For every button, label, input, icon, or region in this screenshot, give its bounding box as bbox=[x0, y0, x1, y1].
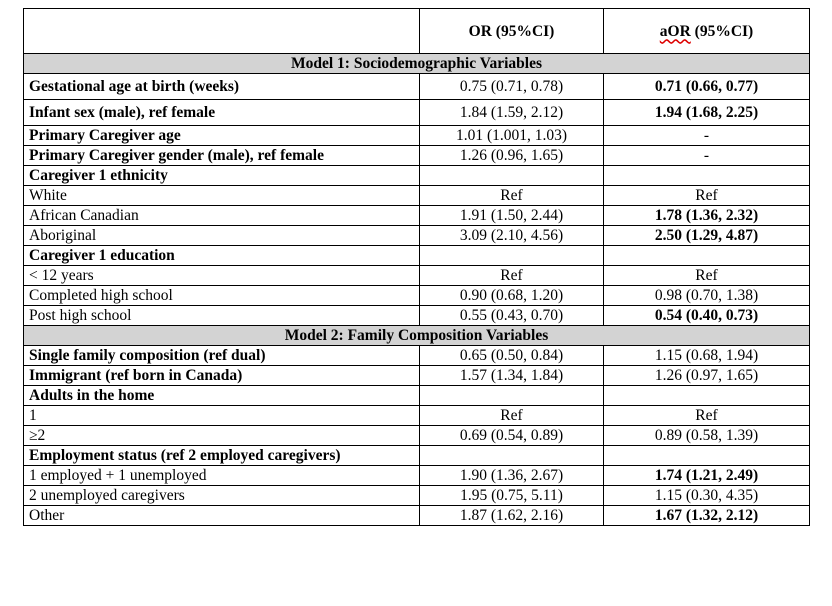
variable-label: Post high school bbox=[24, 306, 420, 326]
aor-value: Ref bbox=[604, 186, 810, 206]
variable-label: Employment status (ref 2 employed caregivers) bbox=[24, 446, 420, 466]
header-or: OR (95%CI) bbox=[420, 9, 604, 54]
or-value: 1.95 (0.75, 5.11) bbox=[420, 486, 604, 506]
table-row bbox=[24, 186, 810, 206]
variable-label: Primary Caregiver gender (male), ref female bbox=[24, 146, 420, 166]
variable-label: < 12 years bbox=[24, 266, 420, 286]
or-value bbox=[420, 166, 604, 186]
or-value bbox=[420, 246, 604, 266]
aor-value: - bbox=[604, 146, 810, 166]
variable-label: Caregiver 1 education bbox=[24, 246, 420, 266]
or-value: 1.57 (1.34, 1.84) bbox=[420, 366, 604, 386]
table-row bbox=[24, 74, 810, 100]
variable-label: ≥2 bbox=[24, 426, 420, 446]
or-value: 1.87 (1.62, 2.16) bbox=[420, 506, 604, 526]
variable-label: Completed high school bbox=[24, 286, 420, 306]
header-blank-cell bbox=[24, 9, 420, 54]
table-row bbox=[24, 286, 810, 306]
variable-label: White bbox=[24, 186, 420, 206]
table-row bbox=[24, 346, 810, 366]
aor-value: - bbox=[604, 126, 810, 146]
header-aor-suffix: (95%CI) bbox=[690, 22, 754, 40]
section-header-row bbox=[24, 326, 810, 346]
aor-value: 0.71 (0.66, 0.77) bbox=[604, 74, 810, 100]
header-aor-prefix: aOR bbox=[659, 22, 691, 40]
or-value: 3.09 (2.10, 4.56) bbox=[420, 226, 604, 246]
or-value bbox=[420, 446, 604, 466]
variable-label: Caregiver 1 ethnicity bbox=[24, 166, 420, 186]
or-value: 0.69 (0.54, 0.89) bbox=[420, 426, 604, 446]
variable-label: 1 employed + 1 unemployed bbox=[24, 466, 420, 486]
aor-value: 1.67 (1.32, 2.12) bbox=[604, 506, 810, 526]
header-aor bbox=[604, 9, 810, 54]
table-body bbox=[24, 9, 810, 526]
variable-label: 2 unemployed caregivers bbox=[24, 486, 420, 506]
table-row bbox=[24, 506, 810, 526]
variable-label: Other bbox=[24, 506, 420, 526]
table-row bbox=[24, 406, 810, 426]
table-row bbox=[24, 146, 810, 166]
table-row bbox=[24, 266, 810, 286]
aor-value: 1.78 (1.36, 2.32) bbox=[604, 206, 810, 226]
or-value: 1.91 (1.50, 2.44) bbox=[420, 206, 604, 226]
or-value: 1.26 (0.96, 1.65) bbox=[420, 146, 604, 166]
variable-label: Gestational age at birth (weeks) bbox=[24, 74, 420, 100]
aor-value: 1.15 (0.30, 4.35) bbox=[604, 486, 810, 506]
aor-value bbox=[604, 386, 810, 406]
table-row bbox=[24, 166, 810, 186]
table-row bbox=[24, 226, 810, 246]
or-value: 1.90 (1.36, 2.67) bbox=[420, 466, 604, 486]
table-row bbox=[24, 206, 810, 226]
section-title: Model 2: Family Composition Variables bbox=[24, 326, 810, 346]
or-value: 0.90 (0.68, 1.20) bbox=[420, 286, 604, 306]
aor-value: 2.50 (1.29, 4.87) bbox=[604, 226, 810, 246]
table-row bbox=[24, 246, 810, 266]
or-value: 1.01 (1.001, 1.03) bbox=[420, 126, 604, 146]
table-row bbox=[24, 126, 810, 146]
aor-value: 0.54 (0.40, 0.73) bbox=[604, 306, 810, 326]
table-row bbox=[24, 486, 810, 506]
table-row bbox=[24, 446, 810, 466]
variable-label: Infant sex (male), ref female bbox=[24, 100, 420, 126]
aor-value: 0.89 (0.58, 1.39) bbox=[604, 426, 810, 446]
table-row bbox=[24, 366, 810, 386]
or-value: Ref bbox=[420, 406, 604, 426]
table-row bbox=[24, 426, 810, 446]
table-row bbox=[24, 306, 810, 326]
variable-label: Aboriginal bbox=[24, 226, 420, 246]
variable-label: Primary Caregiver age bbox=[24, 126, 420, 146]
aor-value: Ref bbox=[604, 406, 810, 426]
aor-value: Ref bbox=[604, 266, 810, 286]
or-value: Ref bbox=[420, 266, 604, 286]
table-row bbox=[24, 100, 810, 126]
variable-label: 1 bbox=[24, 406, 420, 426]
variable-label: Single family composition (ref dual) bbox=[24, 346, 420, 366]
aor-value: 1.26 (0.97, 1.65) bbox=[604, 366, 810, 386]
aor-value: 1.15 (0.68, 1.94) bbox=[604, 346, 810, 366]
table-row bbox=[24, 386, 810, 406]
section-header-row bbox=[24, 54, 810, 74]
section-title: Model 1: Sociodemographic Variables bbox=[24, 54, 810, 74]
variable-label: African Canadian bbox=[24, 206, 420, 226]
aor-value: 1.74 (1.21, 2.49) bbox=[604, 466, 810, 486]
or-value bbox=[420, 386, 604, 406]
table-row bbox=[24, 466, 810, 486]
variable-label: Adults in the home bbox=[24, 386, 420, 406]
aor-value: 0.98 (0.70, 1.38) bbox=[604, 286, 810, 306]
or-value: 0.75 (0.71, 0.78) bbox=[420, 74, 604, 100]
header-row bbox=[24, 9, 810, 54]
odds-ratio-table bbox=[23, 8, 810, 526]
variable-label: Immigrant (ref born in Canada) bbox=[24, 366, 420, 386]
or-value: 1.84 (1.59, 2.12) bbox=[420, 100, 604, 126]
aor-value bbox=[604, 246, 810, 266]
aor-value bbox=[604, 446, 810, 466]
or-value: 0.55 (0.43, 0.70) bbox=[420, 306, 604, 326]
aor-value: 1.94 (1.68, 2.25) bbox=[604, 100, 810, 126]
or-value: 0.65 (0.50, 0.84) bbox=[420, 346, 604, 366]
or-value: Ref bbox=[420, 186, 604, 206]
aor-value bbox=[604, 166, 810, 186]
